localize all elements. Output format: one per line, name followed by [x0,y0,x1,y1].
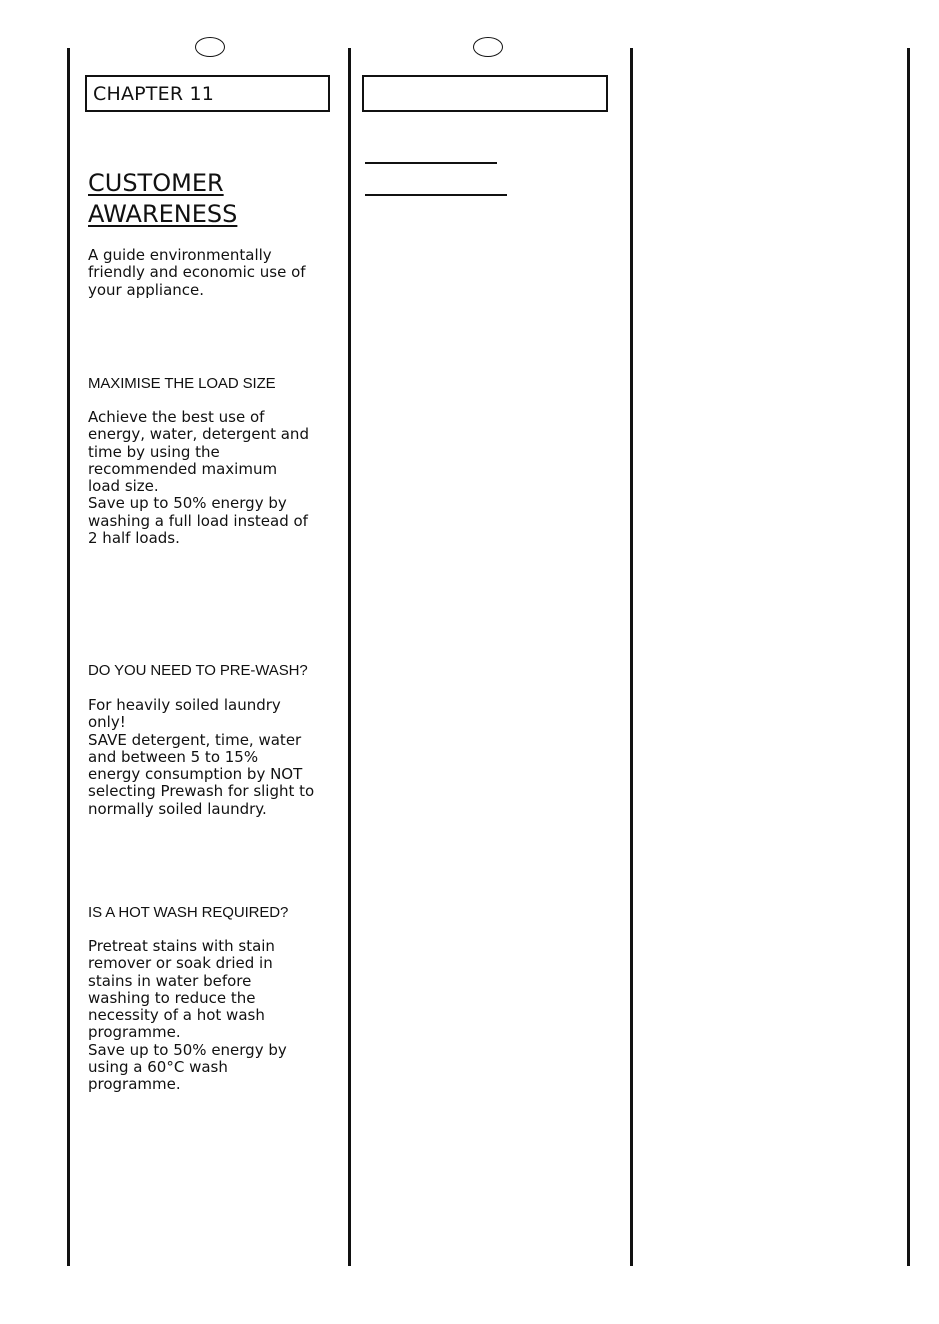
language-marker-left [195,37,225,57]
column-rule-left [67,48,70,1266]
language-marker-middle [473,37,503,57]
section-body-load-size: Achieve the best use of energy, water, detergent and time by using the recommended maximum load size. Save up to 50% energy by washing a full load instead of 2 half loads. [88,408,309,548]
blank-title-line-1 [365,162,497,164]
column-rule-right [630,48,633,1266]
section-heading-pre-wash: DO YOU NEED TO PRE-WASH? [88,662,308,679]
section-body-hot-wash: Pretreat stains with stain remover or soak dried in stains in water before washing to reduce the necessity of a hot wash programme. Save up to 50% energy by using a 60°C wash programme. [88,937,287,1094]
page-title: CUSTOMER AWARENESS [88,169,238,228]
chapter-label-box [85,75,330,112]
section-heading-load-size: MAXIMISE THE LOAD SIZE [88,375,276,392]
blank-title-line-2 [365,194,507,196]
chapter-label: CHAPTER 11 [93,83,215,105]
column-rule-edge [907,48,910,1266]
column-rule-middle [348,48,351,1266]
section-heading-hot-wash: IS A HOT WASH REQUIRED? [88,904,289,921]
chapter-label-box-empty [362,75,608,112]
intro-text: A guide environmentally friendly and economic use of your appliance. [88,246,306,299]
section-body-pre-wash: For heavily soiled laundry only! SAVE detergent, time, water and between 5 to 15% energy consumption by NOT selecting Prewash for slight to normally soiled laundry. [88,696,315,818]
